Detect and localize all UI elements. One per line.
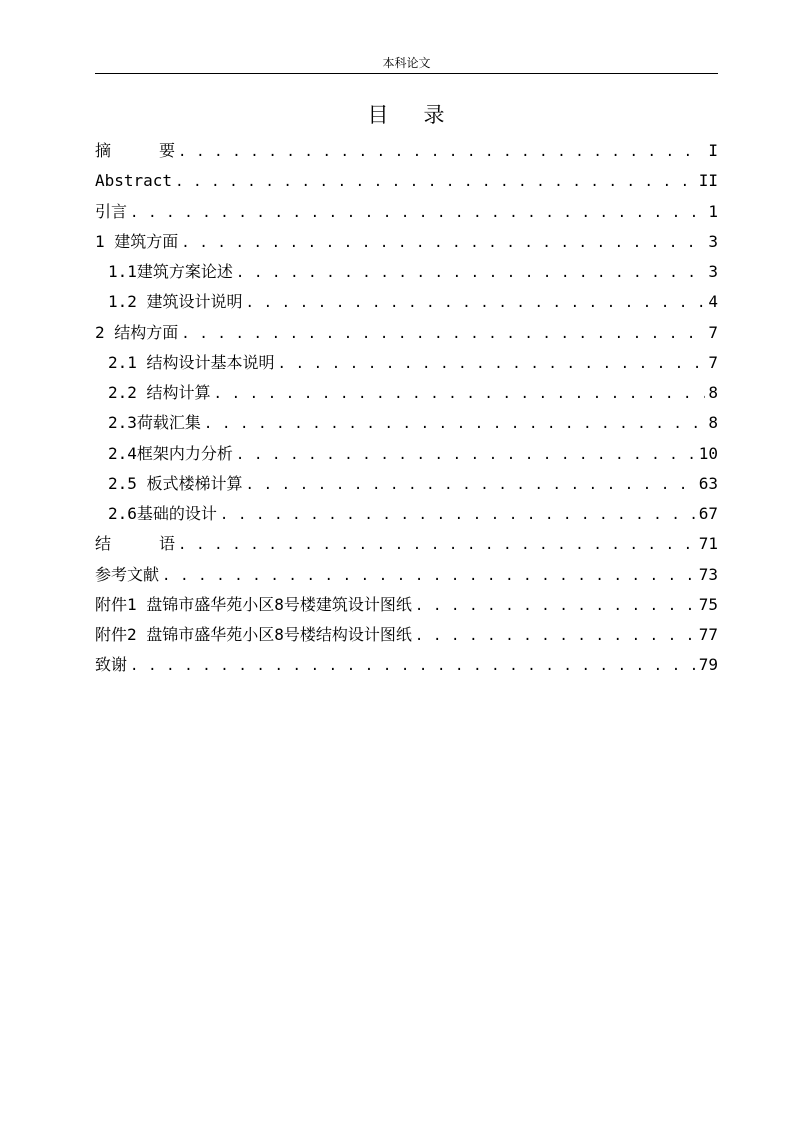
toc-entry-label: 摘 要: [95, 141, 176, 160]
toc-entry-appendix-2[interactable]: [95, 620, 718, 650]
toc-entry-conclusion[interactable]: [95, 529, 718, 559]
toc-entry-page: 1: [708, 201, 718, 221]
dot-leader: [130, 198, 705, 228]
toc-entry-label: Abstract: [95, 171, 173, 191]
toc-entry-label: 引言: [95, 201, 128, 221]
toc-entry-page: 7: [708, 352, 718, 372]
toc-entry-acknowledgements[interactable]: [95, 650, 718, 680]
dot-leader: [214, 379, 705, 409]
toc-entry-section-1-2[interactable]: [95, 287, 718, 317]
toc-entry-page: 71: [698, 534, 718, 554]
toc-entry-section-2-1[interactable]: [95, 348, 718, 378]
toc-entry-label: 1.1建筑方案论述: [108, 262, 233, 281]
toc-entry-page: 75: [698, 594, 718, 614]
dot-leader: [178, 530, 696, 560]
toc-entry-section-1[interactable]: [95, 227, 718, 257]
toc-entry-abstract-cn[interactable]: [95, 136, 718, 166]
toc-entry-label: 1.2 建筑设计说明: [108, 292, 243, 312]
dot-leader: [278, 349, 705, 379]
toc-entry-abstract-en[interactable]: [95, 166, 718, 196]
toc-entry-label: 2.6基础的设计: [108, 504, 217, 523]
toc-entry-page: 67: [698, 504, 718, 523]
table-of-contents: [95, 136, 718, 681]
toc-title-char-2: 录: [423, 103, 446, 127]
dot-leader: [415, 591, 696, 621]
header-rule: [95, 73, 718, 74]
toc-entry-page: 3: [708, 231, 718, 251]
toc-entry-section-2-6[interactable]: [95, 499, 718, 529]
toc-entry-label: 致谢: [95, 655, 128, 675]
dot-leader: [162, 561, 696, 591]
toc-entry-page: 77: [698, 625, 718, 644]
dot-leader: [246, 288, 705, 318]
dot-leader: [236, 258, 705, 288]
toc-entry-page: I: [708, 141, 718, 160]
toc-entry-introduction[interactable]: [95, 197, 718, 227]
toc-entry-page: 8: [708, 383, 718, 402]
dot-leader: [220, 500, 696, 530]
toc-entry-label: 1 建筑方面: [95, 231, 179, 251]
dot-leader: [204, 409, 705, 439]
toc-entry-page: II: [698, 171, 718, 191]
toc-entry-label: 结 语: [95, 534, 176, 554]
toc-entry-section-2-2[interactable]: [95, 378, 718, 408]
toc-entry-section-2-3[interactable]: [95, 408, 718, 438]
toc-entry-label: 2.1 结构设计基本说明: [108, 352, 275, 372]
dot-leader: [236, 440, 696, 470]
toc-entry-references[interactable]: [95, 560, 718, 590]
toc-entry-label: 2.4框架内力分析: [108, 443, 233, 463]
toc-title: [95, 101, 718, 129]
toc-entry-label: 参考文献: [95, 564, 160, 584]
dot-leader: [415, 621, 696, 651]
toc-entry-label: 附件2 盘锦市盛华苑小区8号楼结构设计图纸: [95, 625, 412, 644]
dot-leader: [181, 319, 705, 349]
toc-entry-label: 2.2 结构计算: [108, 383, 211, 402]
toc-entry-section-2-5[interactable]: [95, 469, 718, 499]
toc-entry-section-2[interactable]: [95, 318, 718, 348]
toc-entry-appendix-1[interactable]: [95, 590, 718, 620]
toc-entry-label: 2 结构方面: [95, 322, 179, 342]
running-header: 本科论文: [382, 56, 431, 70]
toc-entry-label: 2.5 板式楼梯计算: [108, 473, 243, 493]
toc-entry-page: 79: [698, 655, 718, 675]
toc-entry-label: 附件1 盘锦市盛华苑小区8号楼建筑设计图纸: [95, 594, 412, 614]
dot-leader: [246, 470, 696, 500]
dot-leader: [130, 651, 696, 681]
toc-entry-section-1-1[interactable]: [95, 257, 718, 287]
toc-title-char-1: 目: [367, 103, 390, 127]
toc-entry-page: 7: [708, 322, 718, 342]
toc-entry-section-2-4[interactable]: [95, 439, 718, 469]
toc-entry-page: 8: [708, 413, 718, 433]
toc-entry-page: 73: [698, 564, 718, 584]
dot-leader: [175, 167, 696, 197]
toc-entry-page: 10: [698, 443, 718, 463]
dot-leader: [181, 228, 705, 258]
toc-entry-page: 4: [708, 292, 718, 312]
toc-entry-page: 63: [698, 473, 718, 493]
toc-entry-label: 2.3荷载汇集: [108, 413, 201, 433]
toc-entry-page: 3: [708, 262, 718, 281]
dot-leader: [178, 137, 705, 167]
